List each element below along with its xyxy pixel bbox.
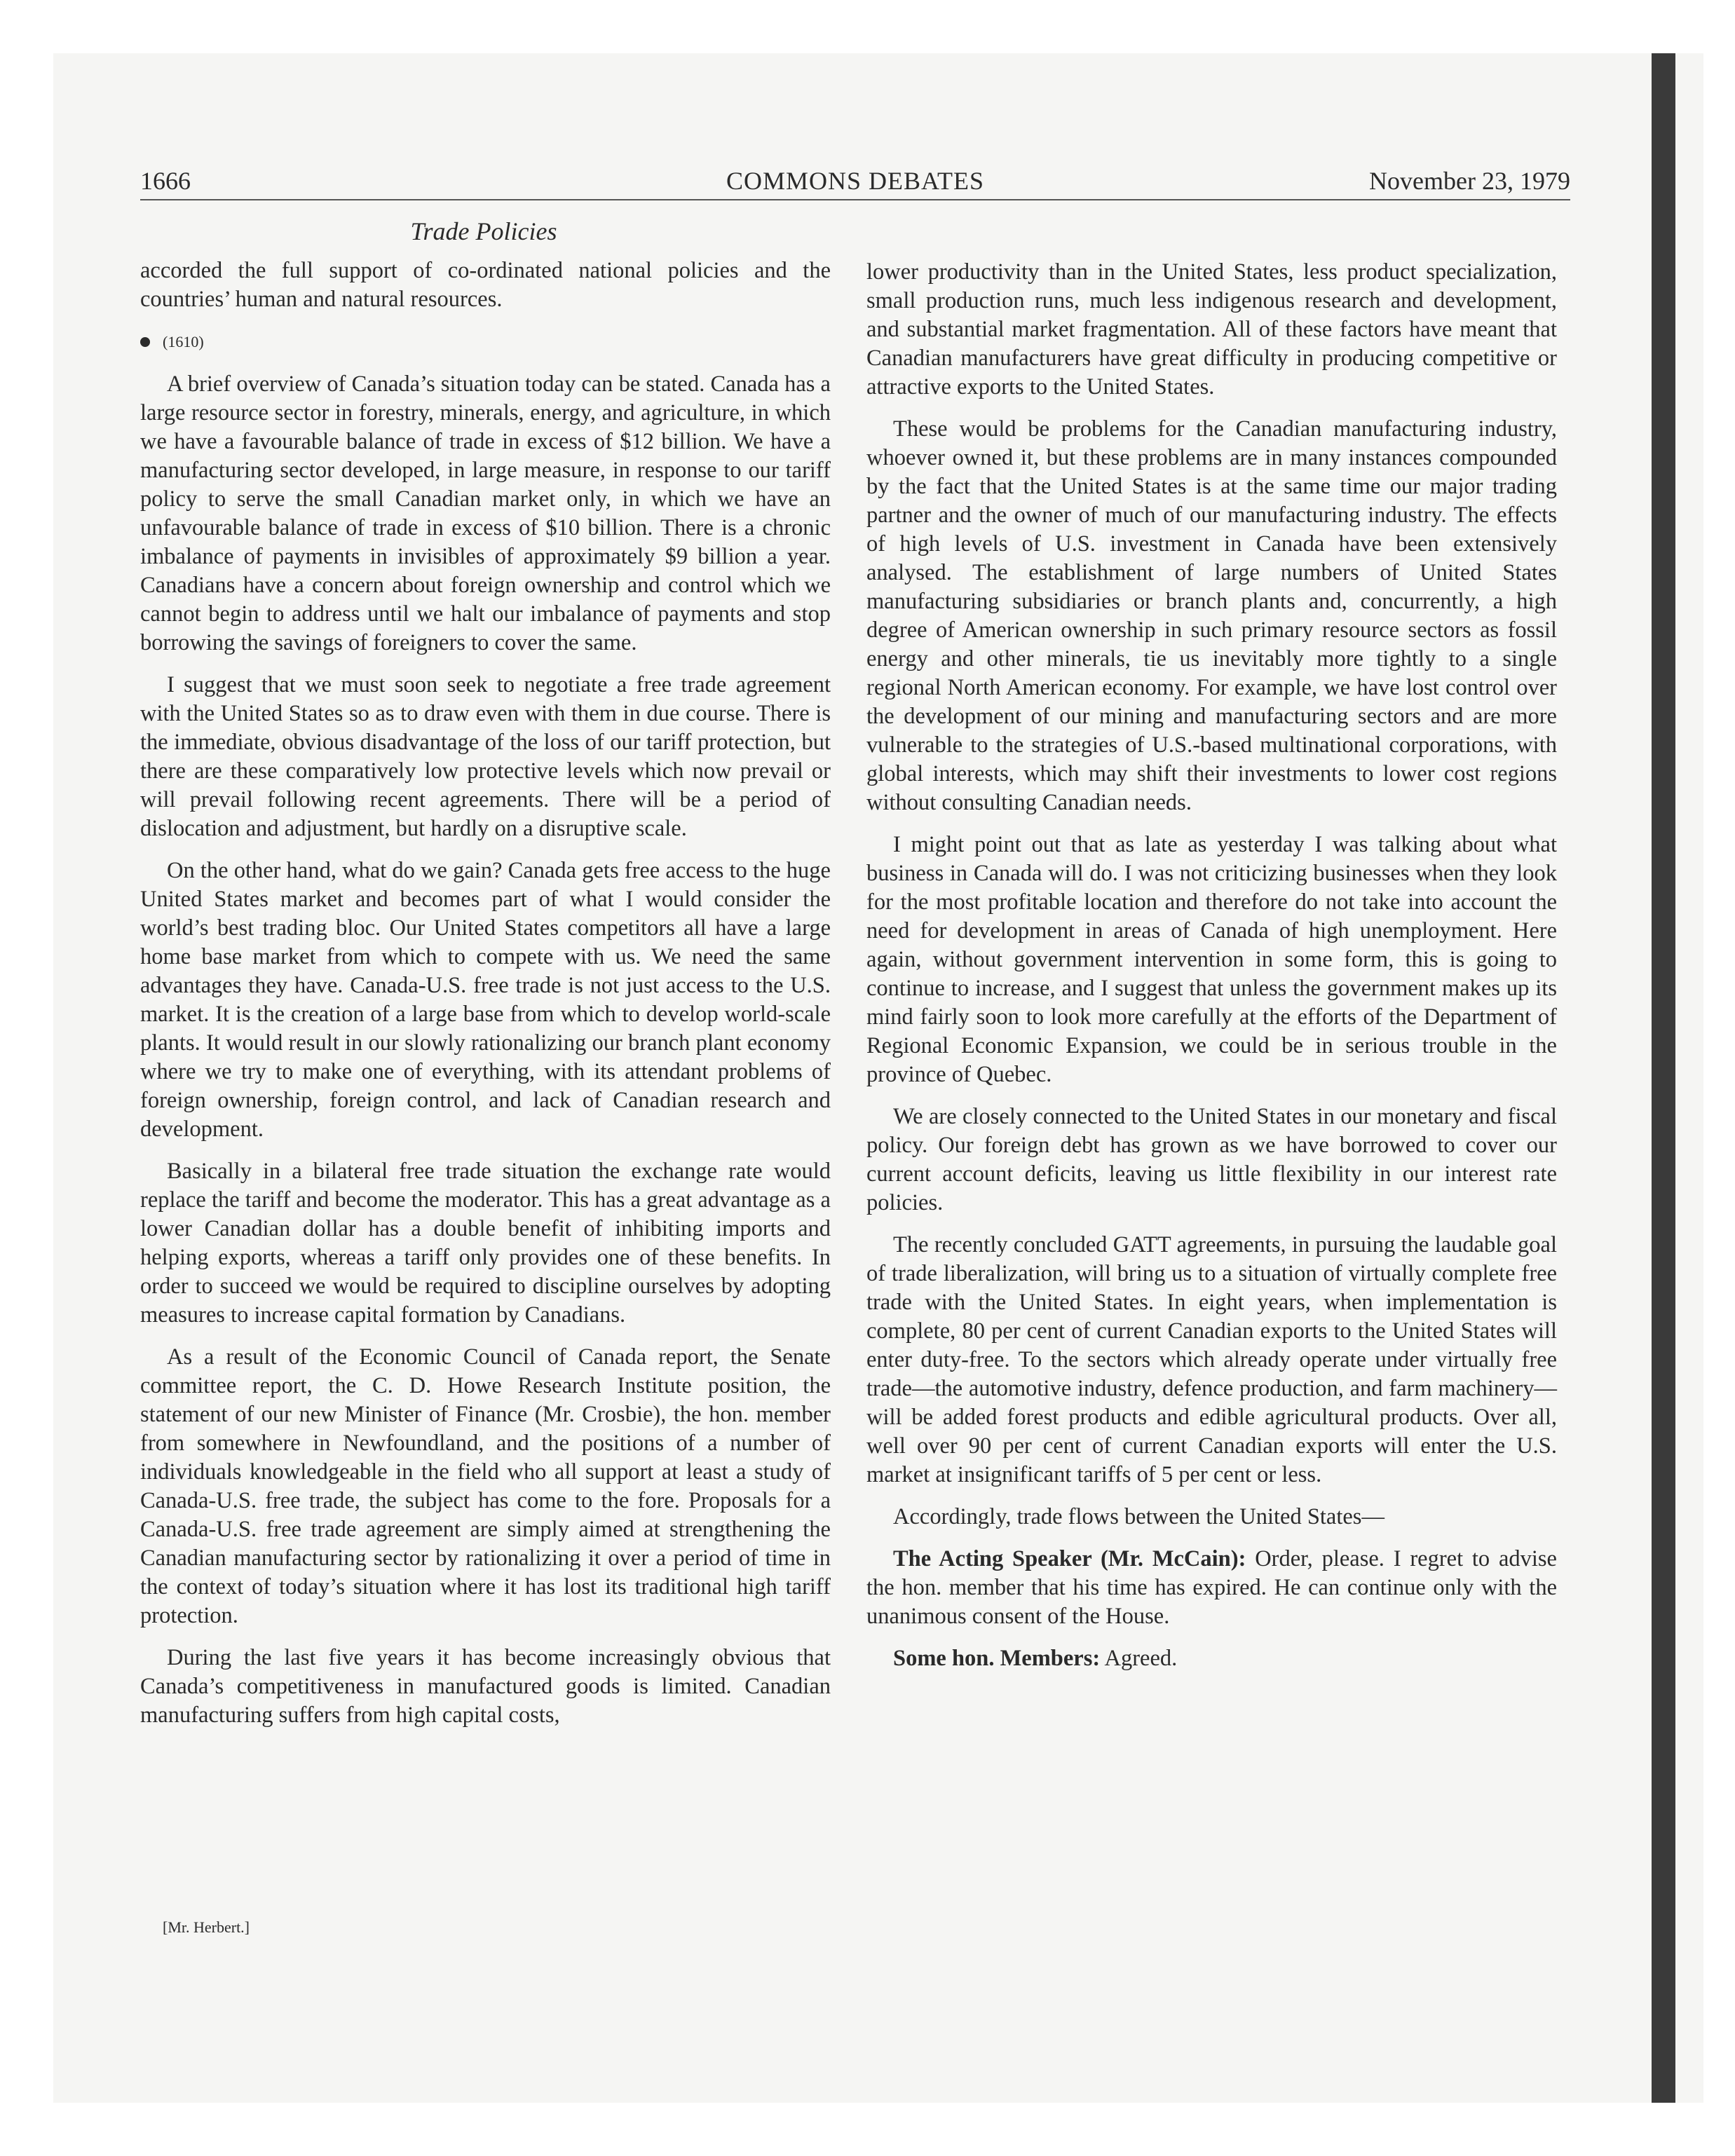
page-header (140, 163, 1570, 200)
publication-date: November 23, 1979 (1369, 167, 1570, 195)
speaker-paragraph (866, 1644, 1557, 1673)
paragraph: I might point out that as late as yesterday I was talking about what business in Canada will do. I was not criticizing businesses when they look for the most profitable location and therefore do not take into account the need for development in areas of Canada of high unemployment. Here again, without government intervention in some form, this is going to continue to increase, and I suggest that unless the government makes up its mind fairly soon to look more carefully at the efforts of the Department of Regional Economic Expansion, we could be in serious trouble in the province of Quebec. (866, 832, 1557, 1087)
speaker-text: Order, please. I regret to advise the hon. member that his time has expired. He can continue only with the unanimous consent of the House. (866, 1546, 1557, 1629)
page-number: 1666 (140, 167, 191, 195)
paragraph: The recently concluded GATT agreements, in pursuing the laudable goal of trade liberalization, will bring us to a situation of virtually complete free trade with the United States. In eight years, when implementation is complete, 80 per cent of current Canadian exports to the United States will enter duty-free. To the sectors which already operate under virtually free trade—the automotive industry, defence production, and farm machinery—will be added forest products and edible agricultural products. Over all, well over 90 per cent of current Canadian exports will enter the U.S. market at insignificant tariffs of 5 per cent or less. (866, 1232, 1557, 1487)
paragraph: I suggest that we must soon seek to negotiate a free trade agreement with the United States so as to draw even with them in due course. There is the immediate, obvious disadvantage of the loss of our tariff protection, but there are these comparatively low protective levels which now prevail or will prevail following recent agreements. There will be a period of dislocation and adjustment, but hardly on a disruptive scale. (140, 672, 831, 841)
right-column (866, 258, 1557, 1686)
paragraph: As a result of the Economic Council of Canada report, the Senate committee report, the C. D. Howe Research Institute position, the statement of our new Minister of Finance (Mr. Crosbie), the hon. member from somewhere in Newfoundland, and the positions of a number of individuals knowledgeable in the field who all support at least a study of Canada-U.S. free trade, the subject has come to the fore. Proposals for a Canada-U.S. free trade agreement are simply aimed at strengthening the Canadian manufacturing sector by rationalizing it over a period of time in the context of today’s situation where it has lost its traditional high tariff protection. (140, 1344, 831, 1628)
paragraph: On the other hand, what do we gain? Canada gets free access to the huge United States market and becomes part of what I would consider the world’s best trading bloc. Our United States competitors all have a large home base market from which to compete with us. We need the same advantages they have. Canada-U.S. free trade is not just access to the U.S. market. It is the creation of a large base from which to develop world-scale plants. It would result in our slowly rationalizing our branch plant economy where we try to make one of everything, with its attendant problems of foreign ownership, foreign control, and lack of Canadian research and development. (140, 858, 831, 1142)
publication-title: COMMONS DEBATES (726, 167, 985, 195)
time-marker-label: (1610) (163, 333, 204, 350)
bullet-icon (140, 337, 150, 347)
paragraph: A brief overview of Canada’s situation today can be stated. Canada has a large resource sector in forestry, minerals, energy, and agriculture, in which we have a favourable balance of trade in excess of $12 billion. We have a manufacturing sector developed, in large measure, in response to our tariff policy to serve the small Canadian market only, in which we have an unfavourable balance of trade in excess of $10 billion. There is a chronic imbalance of payments in invisibles of approximately $9 billion a year. Canadians have a concern about foreign ownership and control which we cannot begin to address until we halt our imbalance of payments and stop borrowing the savings of foreigners to cover the same. (140, 371, 831, 655)
paragraph: lower productivity than in the United States, less product specialization, small production runs, much less indigenous research and development, and substantial market fragmentation. All of these factors have meant that Canadian manufacturers have great difficulty in producing competitive or attractive exports to the United States. (866, 259, 1557, 400)
time-marker (140, 328, 831, 356)
paragraph: During the last five years it has become increasingly obvious that Canada’s competitiveness in manufactured goods is limited. Canadian manufacturing suffers from high capital costs, (140, 1645, 831, 1728)
speaker-name: The Acting Speaker (Mr. McCain): (893, 1546, 1246, 1571)
binding-edge (1652, 53, 1675, 2103)
paragraph: Basically in a bilateral free trade situation the exchange rate would replace the tariff and become the moderator. This has a great advantage as a lower Canadian dollar has a double benefit of inhibiting imports and helping exports, whereas a tariff only provides one of these benefits. In order to succeed we would be required to discipline ourselves by adopting measures to increase capital formation by Canadians. (140, 1159, 831, 1328)
paragraph: accorded the full support of co-ordinated national policies and the countries’ human and natural resources. (140, 258, 831, 312)
speaker-paragraph (866, 1545, 1557, 1631)
speaker-name: Some hon. Members: (893, 1646, 1101, 1671)
section-title: Trade Policies (410, 217, 557, 245)
speaker-text: Agreed. (1100, 1646, 1178, 1671)
left-column (140, 257, 831, 1743)
paragraph: Accordingly, trade flows between the United States— (893, 1504, 1384, 1529)
paragraph: These would be problems for the Canadian manufacturing industry, whoever owned it, but these problems are in many instances compounded by the fact that the United States is at the same time our major trading partner and the owner of much of our manufacturing industry. The effects of high levels of U.S. investment in Canada have been extensively analysed. The establishment of large numbers of United States manufacturing subsidiaries or branch plants and, concurrently, a high degree of American ownership in such primary resource sectors as fossil energy and other minerals, tie us inevitably more tightly to a single regional North American economy. For example, we have lost control over the development of our mining and manufacturing sectors and are more vulnerable to the strategies of U.S.-based multinational corporations, with global interests, which may shift their investments to lower cost regions without consulting Canadian needs. (866, 416, 1557, 815)
speaker-note: [Mr. Herbert.] (163, 1918, 250, 1936)
paragraph: We are closely connected to the United States in our monetary and fiscal policy. Our foreign debt has grown as we have borrowed to cover our current account deficits, leaving us little flexibility in our interest rate policies. (866, 1104, 1557, 1215)
